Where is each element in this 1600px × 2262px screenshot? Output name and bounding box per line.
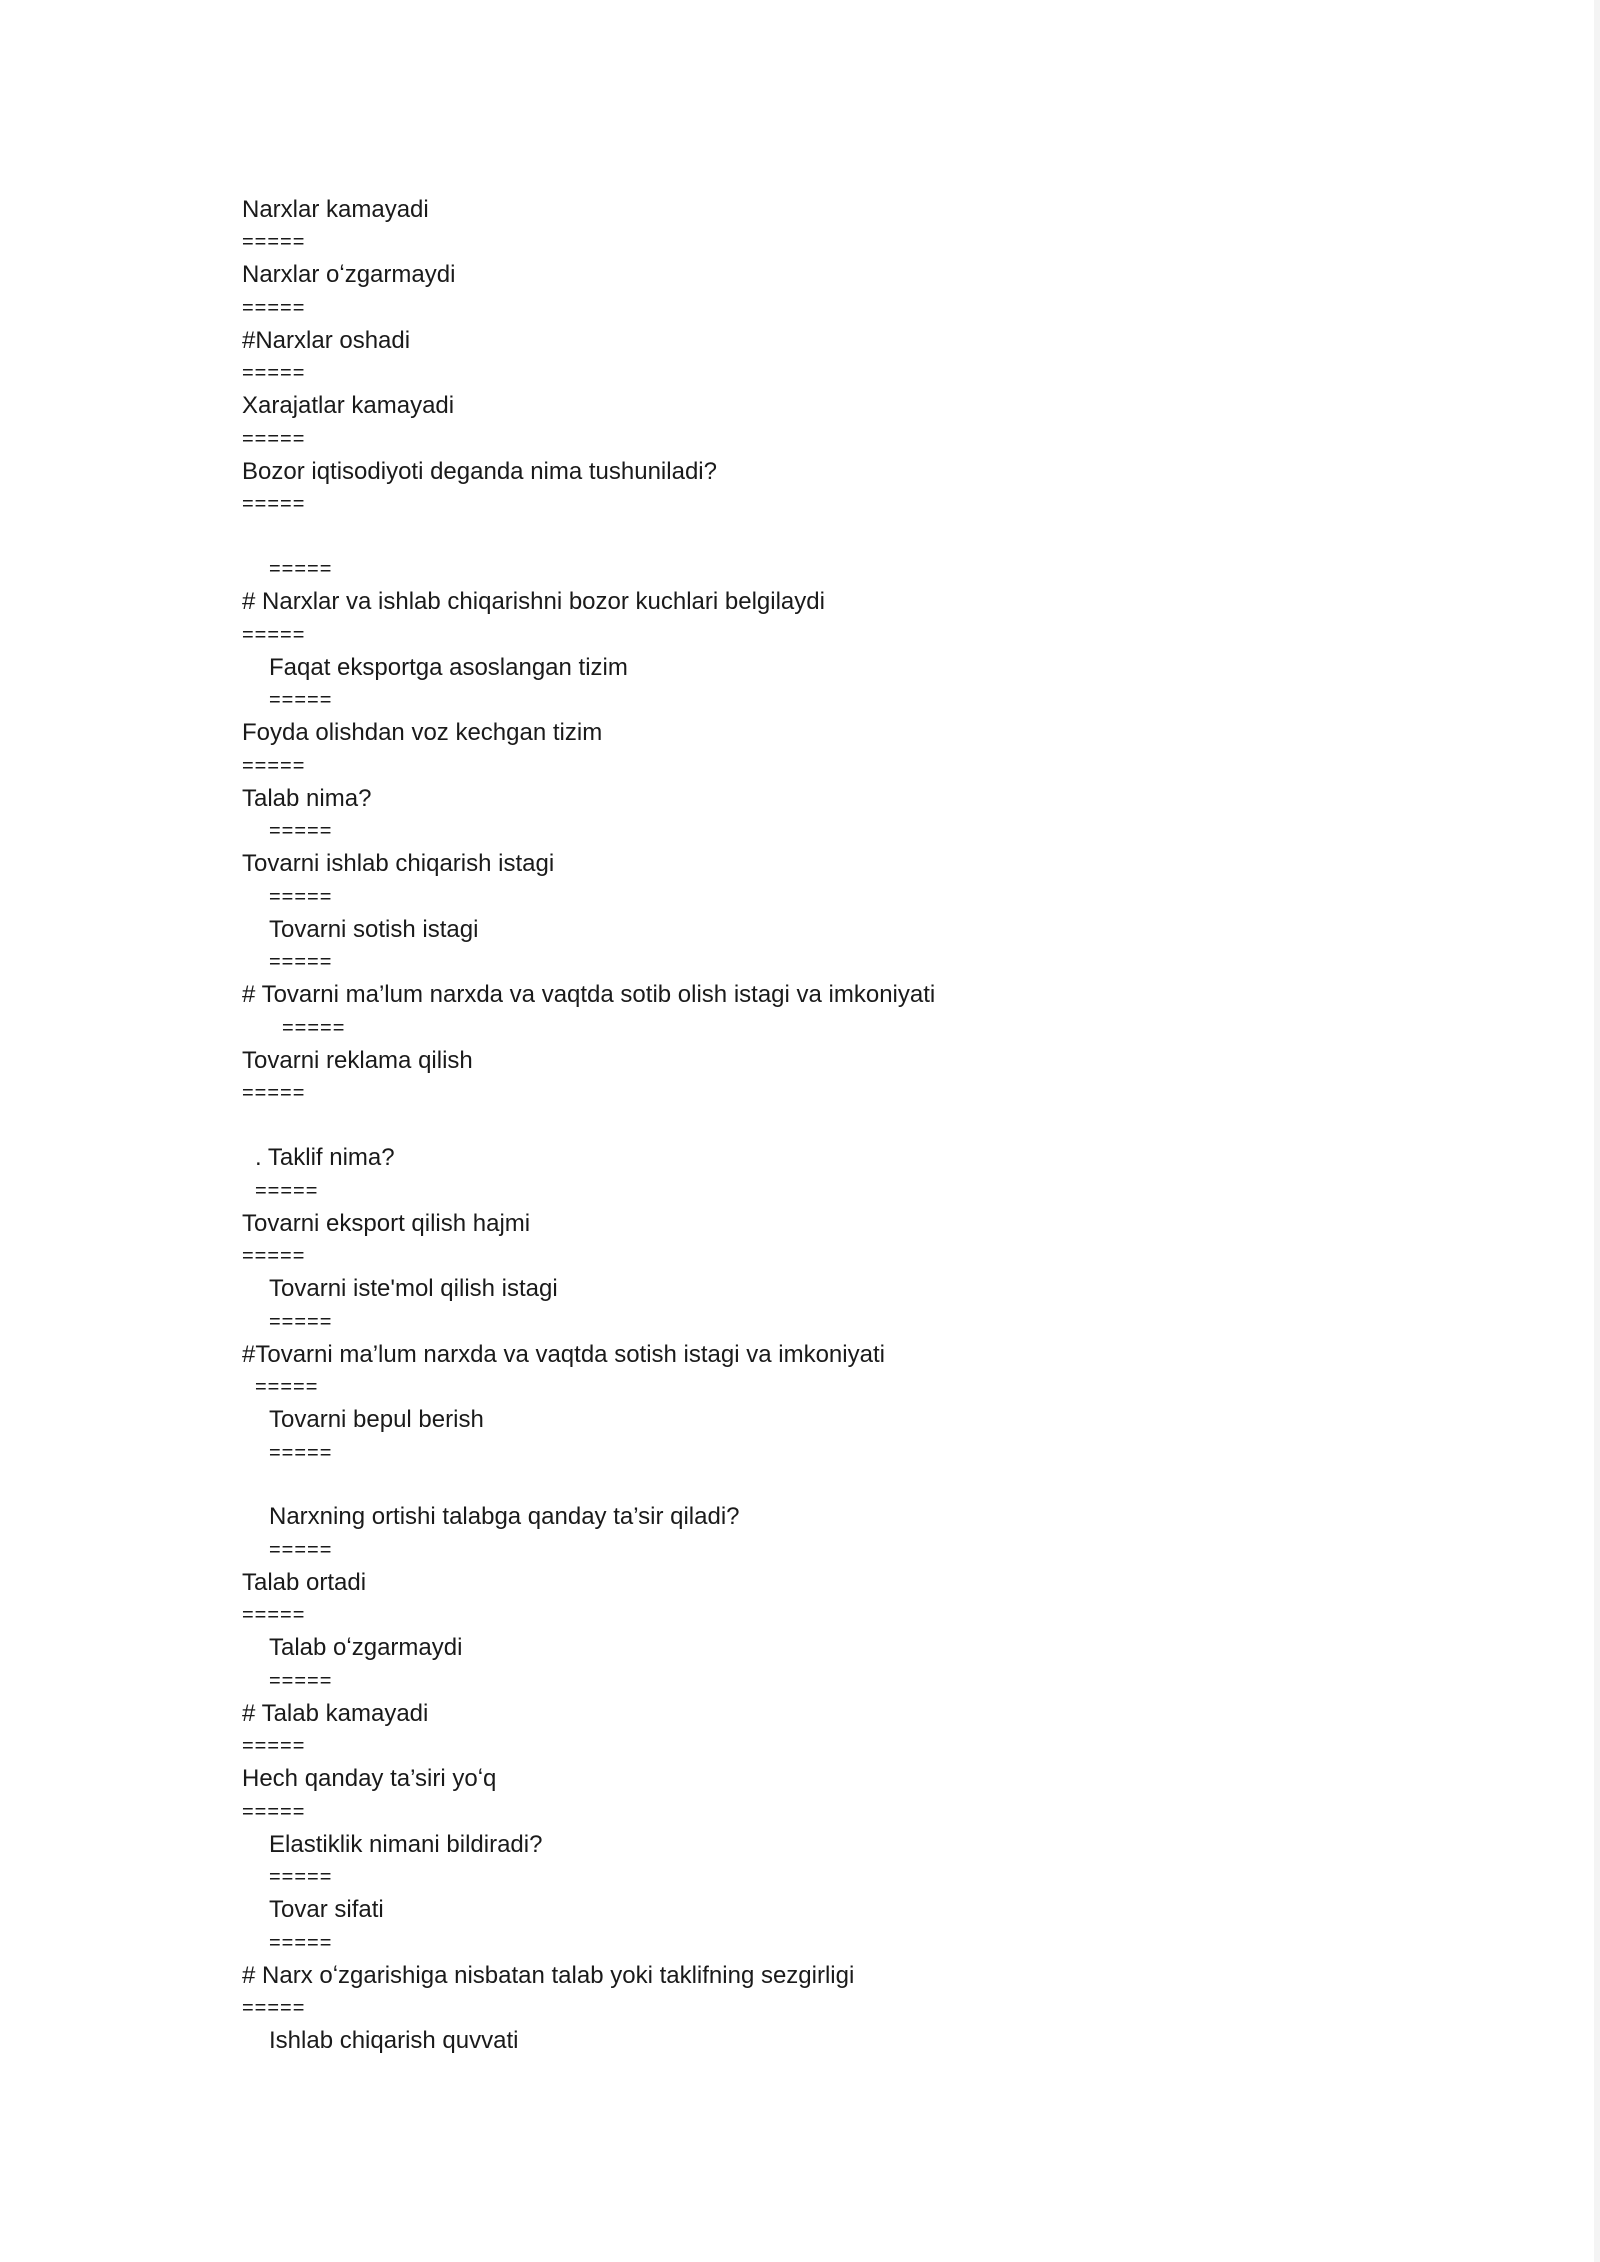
question-line: . Taklif nima? bbox=[255, 1144, 395, 1171]
text-line: Tovarni sotish istagi bbox=[269, 916, 479, 943]
text-line: Faqat eksportga asoslangan tizim bbox=[269, 654, 628, 681]
text-line: Hech qanday ta’siri yoʻq bbox=[242, 1765, 497, 1792]
text-line: Talab oʻzgarmaydi bbox=[269, 1634, 463, 1661]
answer-line: # Tovarni ma’lum narxda va vaqtda sotib olish istagi va imkoniyati bbox=[242, 981, 936, 1008]
separator: ===== bbox=[269, 1932, 333, 1954]
question-line: Narxning ortishi talabga qanday ta’sir qiladi? bbox=[269, 1503, 740, 1530]
question-line: Talab nima? bbox=[242, 785, 372, 812]
separator: ===== bbox=[255, 1180, 319, 1202]
text-line: #Narxlar oshadi bbox=[242, 327, 411, 354]
separator: ===== bbox=[269, 1442, 333, 1464]
text-line: Narxlar oʻzgarmaydi bbox=[242, 261, 456, 288]
separator: ===== bbox=[242, 362, 306, 384]
separator: ===== bbox=[242, 297, 306, 319]
question-line: Elastiklik nimani bildiradi? bbox=[269, 1831, 543, 1858]
text-line: Tovarni eksport qilish hajmi bbox=[242, 1210, 531, 1237]
separator: ===== bbox=[269, 886, 333, 908]
separator: ===== bbox=[242, 1735, 306, 1757]
separator: ===== bbox=[242, 1082, 306, 1104]
separator: ===== bbox=[269, 820, 333, 842]
separator: ===== bbox=[269, 558, 333, 580]
question-line: Bozor iqtisodiyoti deganda nima tushuniladi? bbox=[242, 458, 717, 485]
separator: ===== bbox=[242, 1997, 306, 2019]
text-line: Tovarni reklama qilish bbox=[242, 1047, 473, 1074]
separator: ===== bbox=[255, 1376, 319, 1398]
separator: ===== bbox=[242, 493, 306, 515]
separator: ===== bbox=[269, 951, 333, 973]
text-line: Foyda olishdan voz kechgan tizim bbox=[242, 719, 603, 746]
separator: ===== bbox=[269, 689, 333, 711]
separator: ===== bbox=[242, 428, 306, 450]
text-line: Tovarni iste'mol qilish istagi bbox=[269, 1275, 558, 1302]
text-line: Tovar sifati bbox=[269, 1896, 384, 1923]
text-line: Xarajatlar kamayadi bbox=[242, 392, 455, 419]
separator: ===== bbox=[242, 755, 306, 777]
separator: ===== bbox=[282, 1017, 346, 1039]
answer-line: # Narx oʻzgarishiga nisbatan talab yoki taklifning sezgirligi bbox=[242, 1962, 855, 1989]
separator: ===== bbox=[269, 1866, 333, 1888]
separator: ===== bbox=[269, 1539, 333, 1561]
text-line: Narxlar kamayadi bbox=[242, 196, 429, 223]
separator: ===== bbox=[242, 231, 306, 253]
separator: ===== bbox=[269, 1670, 333, 1692]
answer-line: # Talab kamayadi bbox=[242, 1700, 429, 1727]
separator: ===== bbox=[242, 1604, 306, 1626]
text-line: Talab ortadi bbox=[242, 1569, 367, 1596]
text-line: Tovarni bepul berish bbox=[269, 1406, 484, 1433]
page-edge-shadow bbox=[1594, 0, 1600, 2262]
separator: ===== bbox=[242, 1245, 306, 1267]
separator: ===== bbox=[242, 624, 306, 646]
answer-line: # Narxlar va ishlab chiqarishni bozor kuchlari belgilaydi bbox=[242, 588, 825, 615]
separator: ===== bbox=[269, 1311, 333, 1333]
answer-line: #Tovarni ma’lum narxda va vaqtda sotish istagi va imkoniyati bbox=[242, 1341, 885, 1368]
separator: ===== bbox=[242, 1801, 306, 1823]
text-line: Tovarni ishlab chiqarish istagi bbox=[242, 850, 555, 877]
text-line: Ishlab chiqarish quvvati bbox=[269, 2027, 519, 2054]
